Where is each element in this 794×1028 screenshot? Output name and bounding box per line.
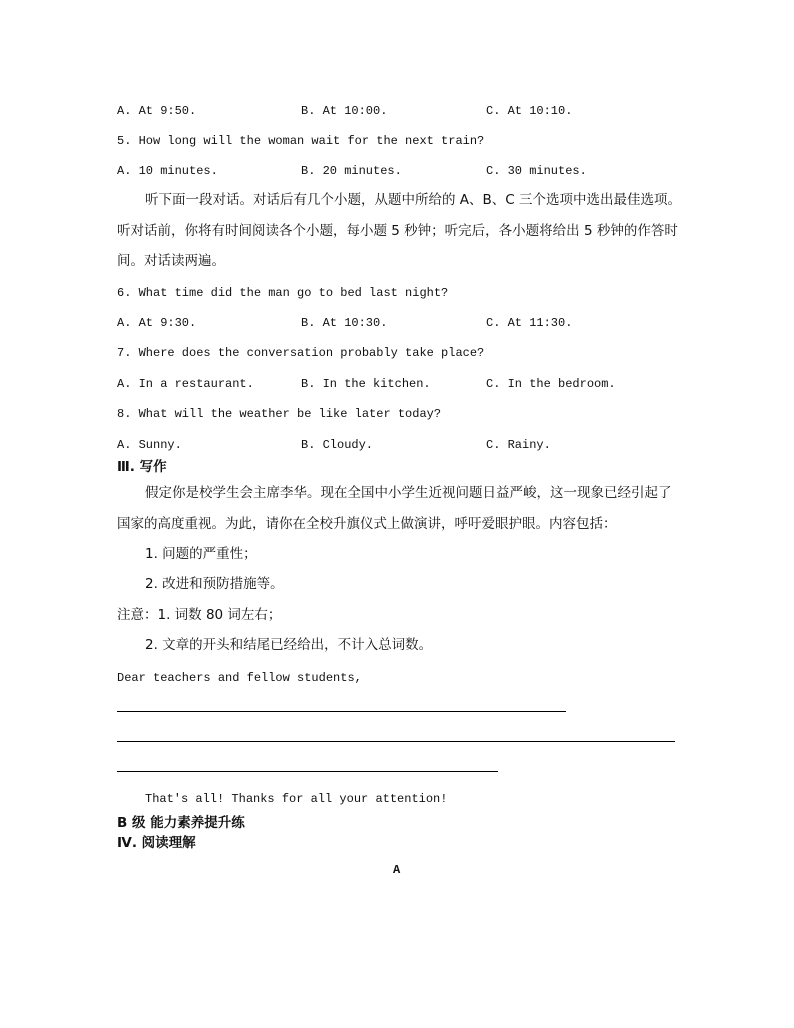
- q6-option-c: C. At 11:30.: [486, 316, 573, 330]
- answer-line-1: [117, 711, 566, 712]
- q4-option-a: A. At 9:50.: [117, 104, 197, 118]
- reading-heading: Ⅳ. 阅读理解: [117, 835, 196, 851]
- letter-greeting: Dear teachers and fellow students,: [117, 671, 362, 685]
- q5-question: 5. How long will the woman wait for the next train?: [117, 134, 485, 148]
- answer-line-3: [117, 771, 498, 772]
- q7-option-c: C. In the bedroom.: [486, 377, 616, 391]
- writing-prompt-line-2: 国家的高度重视。为此，请你在全校升旗仪式上做演讲，呼吁爱眼护眼。内容包括：: [117, 516, 617, 532]
- q7-question: 7. Where does the conversation probably take place?: [117, 346, 485, 360]
- writing-note-1: 注意：1. 词数 80 词左右；: [117, 607, 282, 623]
- q6-option-b: B. At 10:30.: [301, 316, 388, 330]
- writing-note-2: 2. 文章的开头和结尾已经给出，不计入总词数。: [145, 637, 433, 653]
- q6-question: 6. What time did the man go to bed last night?: [117, 286, 449, 300]
- q7-option-b: B. In the kitchen.: [301, 377, 431, 391]
- instructions-line-3: 间。对话读两遍。: [117, 253, 225, 269]
- instructions-line-1: 听下面一段对话。对话后有几个小题，从题中所给的 A、B、C 三个选项中选出最佳选项。: [145, 192, 682, 208]
- q5-option-a: A. 10 minutes.: [117, 164, 218, 178]
- instructions-line-2: 听对话前，你将有时间阅读各个小题，每小题 5 秒钟；听完后，各小题将给出 5 秒钟的作答时: [117, 223, 678, 239]
- q4-option-c: C. At 10:10.: [486, 104, 573, 118]
- writing-prompt-line-1: 假定你是校学生会主席李华。现在全国中小学生近视问题日益严峻，这一现象已经引起了: [145, 485, 672, 501]
- q5-option-b: B. 20 minutes.: [301, 164, 402, 178]
- section-b-heading: B 级 能力素养提升练: [117, 815, 245, 831]
- answer-line-2: [117, 741, 675, 742]
- writing-point-1: 1. 问题的严重性；: [145, 546, 257, 562]
- q8-question: 8. What will the weather be like later today?: [117, 407, 442, 421]
- q4-option-b: B. At 10:00.: [301, 104, 388, 118]
- q6-option-a: A. At 9:30.: [117, 316, 197, 330]
- q8-option-c: C. Rainy.: [486, 438, 551, 452]
- q5-option-c: C. 30 minutes.: [486, 164, 587, 178]
- q8-option-a: A. Sunny.: [117, 438, 182, 452]
- q7-option-a: A. In a restaurant.: [117, 377, 254, 391]
- writing-point-2: 2. 改进和预防措施等。: [145, 576, 284, 592]
- reading-part-label: A: [393, 863, 401, 877]
- q8-option-b: B. Cloudy.: [301, 438, 374, 452]
- letter-closing: That's all! Thanks for all your attention!: [145, 792, 448, 806]
- writing-heading: Ⅲ. 写作: [117, 459, 167, 475]
